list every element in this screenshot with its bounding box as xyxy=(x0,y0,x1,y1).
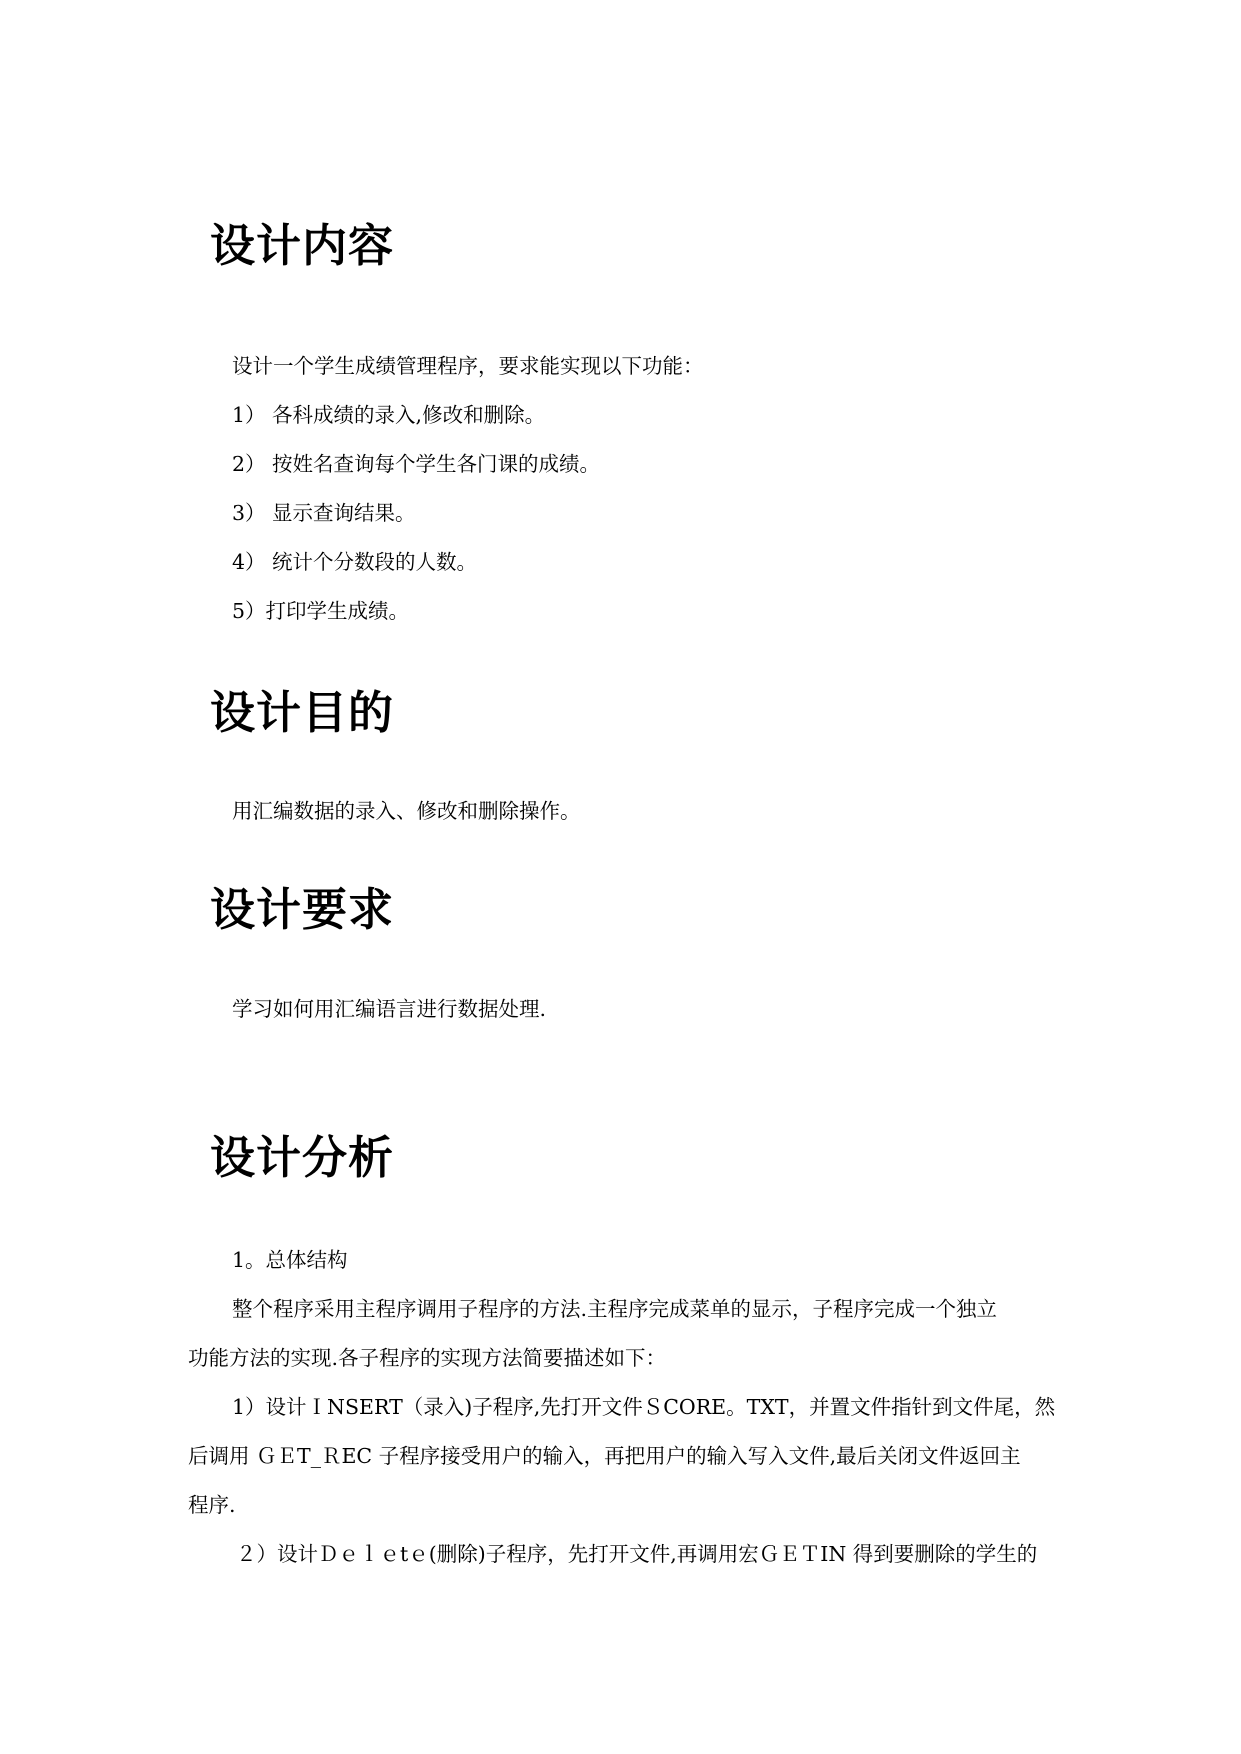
list-item-2: 2） 按姓名查询每个学生各门课的成绩。 xyxy=(232,452,601,476)
section-heading-analysis: 设计分析 xyxy=(210,1131,395,1184)
section-heading-requirements: 设计要求 xyxy=(210,883,395,936)
paragraph-delete-line-1: ２）设计Ｄｅｌｅtｅ(删除)子程序，先打开文件,再调用宏ＧＥＴIN 得到要删除的学生的 xyxy=(236,1542,1038,1566)
paragraph-requirements: 学习如何用汇编语言进行数据处理. xyxy=(232,997,547,1021)
paragraph-analysis-line-1: 整个程序采用主程序调用子程序的方法.主程序完成菜单的显示，子程序完成一个独立 xyxy=(232,1297,998,1321)
subheading-overall-structure: 1。总体结构 xyxy=(232,1248,348,1272)
paragraph-intro: 设计一个学生成绩管理程序，要求能实现以下功能： xyxy=(232,354,704,378)
list-item-3: 3） 显示查询结果。 xyxy=(232,501,416,525)
paragraph-insert-line-2: 后调用 ＧＥT_ＲEC 子程序接受用户的输入，再把用户的输入写入文件,最后关闭文件返回主 xyxy=(188,1444,1021,1468)
section-heading-purpose: 设计目的 xyxy=(210,686,395,739)
list-item-4: 4） 统计个分数段的人数。 xyxy=(232,550,478,574)
paragraph-insert-line-1: 1）设计ＩNSERT（录入)子程序,先打开文件ＳCORE。TXT，并置文件指针到文件尾，然 xyxy=(232,1395,1056,1419)
list-item-5: 5）打印学生成绩。 xyxy=(232,599,410,623)
section-heading-content: 设计内容 xyxy=(210,219,395,272)
paragraph-purpose: 用汇编数据的录入、修改和删除操作。 xyxy=(232,799,581,823)
paragraph-insert-line-3: 程序. xyxy=(188,1493,236,1517)
list-item-1: 1） 各科成绩的录入,修改和删除。 xyxy=(232,403,546,427)
paragraph-analysis-line-2: 功能方法的实现.各子程序的实现方法简要描述如下： xyxy=(188,1346,667,1370)
